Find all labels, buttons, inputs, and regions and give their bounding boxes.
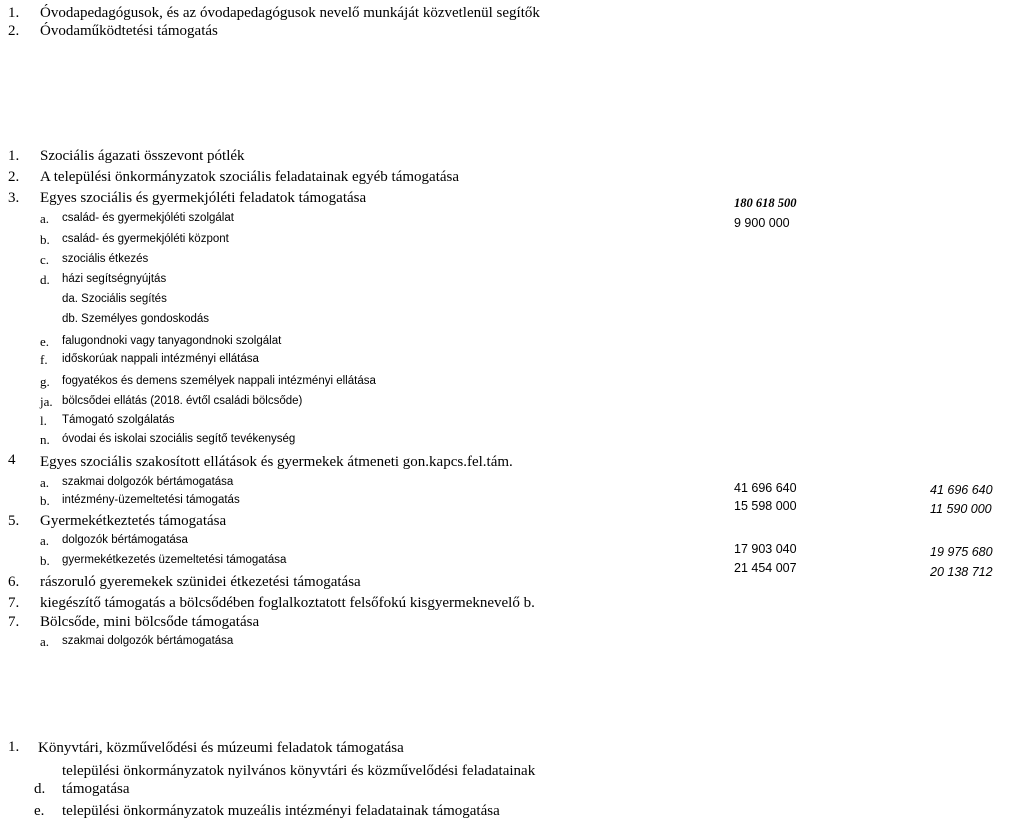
row-marker: f.	[40, 352, 48, 367]
row-marker: 2.	[8, 23, 20, 39]
row-marker: c.	[40, 252, 50, 267]
row-value-1: 41 696 640	[734, 481, 797, 495]
row-text: kiegészítő támogatás a bölcsődében foglalkoztatott felsőfokú kisgyermeknevelő b.	[40, 595, 535, 611]
row-marker: 1.	[8, 148, 20, 164]
row-marker: g.	[40, 374, 50, 389]
row-text: da. Szociális segítés	[62, 293, 167, 305]
row-marker: 5.	[8, 513, 20, 529]
row-text: család- és gyermekjóléti szolgálat	[62, 212, 234, 224]
row-text: szakmai dolgozók bértámogatása	[62, 635, 234, 647]
row-marker: 2.	[8, 169, 20, 185]
row-marker: b.	[40, 493, 50, 508]
row-text: Óvodapedagógusok, és az óvodapedagógusok nevelő munkáját közvetlenül segítők	[40, 5, 540, 21]
row-text: időskorúak nappali intézményi ellátása	[62, 353, 259, 365]
row-text: falugondnoki vagy tanyagondnoki szolgálat	[62, 335, 282, 347]
row-text: Támogató szolgálatás	[62, 414, 175, 426]
row-text: óvodai és iskolai szociális segítő tevékenység	[62, 433, 296, 445]
row-text: szakmai dolgozók bértámogatása	[62, 476, 234, 488]
row-marker: a.	[40, 533, 50, 548]
row-text: települési önkormányzatok nyilvános könyvtári és közművelődési feladatainak	[62, 763, 536, 779]
row-value-2: 11 590 000	[930, 502, 992, 516]
row-value-1: 180 618 500	[734, 196, 797, 210]
row-value-1: 21 454 007	[734, 561, 797, 575]
row-text: rászoruló gyeremekek szünidei étkezetési támogatása	[40, 574, 361, 590]
row-value-1: 15 598 000	[734, 499, 797, 513]
row-text: intézmény-üzemeltetési támogatás	[62, 494, 240, 506]
row-value-2: 20 138 712	[930, 565, 993, 579]
row-text: bölcsődei ellátás (2018. évtől családi bölcsőde)	[62, 395, 303, 407]
row-text: fogyatékos és demens személyek nappali intézményi ellátása	[62, 375, 376, 387]
row-marker: b.	[40, 553, 50, 568]
row-marker: a.	[40, 634, 50, 649]
row-text: házi segítségnyújtás	[62, 273, 167, 285]
row-text: Szociális ágazati összevont pótlék	[40, 148, 245, 164]
row-marker: a.	[40, 211, 50, 226]
row-marker: e.	[34, 803, 45, 819]
row-marker: l.	[40, 413, 47, 428]
row-marker: 1.	[8, 739, 20, 755]
row-marker: 6.	[8, 574, 20, 590]
row-marker: n.	[40, 432, 50, 447]
row-text: települési önkormányzatok muzeális intézményi feladatainak támogatása	[62, 803, 500, 819]
row-value-2: 19 975 680	[930, 545, 993, 559]
row-text: gyermekétkezetés üzemeltetési támogatása	[62, 554, 287, 566]
row-marker: 7.	[8, 614, 20, 630]
row-marker: a.	[40, 475, 50, 490]
row-text: Egyes szociális és gyermekjóléti feladatok támogatása	[40, 190, 367, 206]
row-value-1: 17 903 040	[734, 542, 797, 556]
row-value-1: 9 900 000	[734, 216, 790, 230]
row-text: szociális étkezés	[62, 253, 149, 265]
row-text: család- és gyermekjóléti központ	[62, 233, 229, 245]
row-marker: 1.	[8, 5, 20, 21]
row-marker: 4	[8, 452, 16, 468]
row-text: Bölcsőde, mini bölcsőde támogatása	[40, 614, 260, 630]
row-marker: d.	[40, 272, 50, 287]
row-marker: d.	[34, 781, 46, 797]
row-marker: 7.	[8, 595, 20, 611]
row-text: Egyes szociális szakosított ellátások és gyermekek átmeneti gon.kapcs.fel.tám.	[40, 454, 513, 470]
row-text: Könyvtári, közművelődési és múzeumi feladatok támogatása	[38, 740, 404, 756]
row-marker: 3.	[8, 190, 20, 206]
row-value-2: 41 696 640	[930, 483, 993, 497]
row-text: dolgozók bértámogatása	[62, 534, 188, 546]
row-text: A települési önkormányzatok szociális feladatainak egyéb támogatása	[40, 169, 460, 185]
row-text: db. Személyes gondoskodás	[62, 313, 210, 325]
row-text: támogatása	[62, 781, 130, 797]
row-text: Óvodaműködtetési támogatás	[40, 23, 218, 39]
row-marker: e.	[40, 334, 50, 349]
row-marker: b.	[40, 232, 50, 247]
row-marker: ja.	[40, 394, 53, 409]
row-text: Gyermekétkeztetés támogatása	[40, 513, 227, 529]
